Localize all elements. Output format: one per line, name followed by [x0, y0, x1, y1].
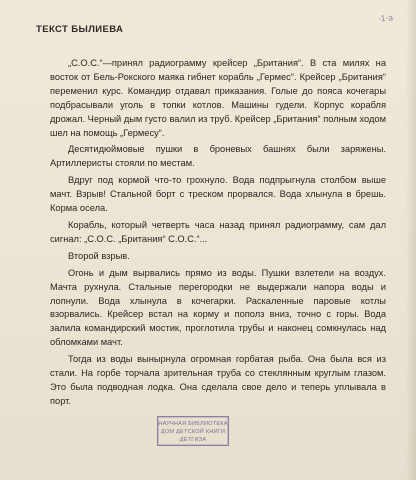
story-text: [50, 57, 386, 412]
paragraph-7: Тогда из воды вынырнула огромная горбатая рыба. Она была вся из стали. На горбе торчала зрительная труба со стеклянным круглым глазом. Это была подводная лодка. Она сделала свое дело и теперь уплывала в порт.: [50, 354, 386, 406]
paragraph-3: Вдруг под кормой что-то грохнуло. Вода подпрыгнула столбом выше мачт. Взрыв! Стальной борт с треском прорвался. Вода хлынула в брешь. Корма осела.: [50, 175, 386, 214]
pencil-margin-note: ·1·а: [377, 13, 394, 24]
paragraph-5: Второй взрыв.: [68, 250, 130, 261]
stamp-line-2: ДОМ ДЕТСКОЙ КНИГИ: [160, 429, 226, 435]
paragraph-4: Корабль, который четверть часа назад принял радиограмму, сам дал сигнал: „С.О.С. „Британия“ С.О.С.“...: [50, 219, 386, 244]
paragraph-1: „С.О.С.“—принял радиограмму крейсер „Британия“. В ста милях на восток от Бель-Рокского маяка гибнет корабль „Гермес“. Крейсер „Британия“ переменил курс. Командир отдавал приказания. Голые до пояса кочегары подбрасывали уголь в топки котлов. Машины гудели. Корпус корабля дрожал. Черный дым густо валил из труб. Крейсер „Британия“ полным ходом шел на помощь „Гермесу“.: [50, 58, 386, 138]
page-header-title: ТЕКСТ БЫЛИЕВА: [36, 24, 124, 35]
paragraph-2: Десятидюймовые пушки в броневых башнях были заряжены. Артиллеристы стояли по местам.: [50, 144, 386, 169]
paragraph-6: Огонь и дым вырвались прямо из воды. Пушки взлетели на воздух. Мачта рухнула. Стальные перегородки не выдержали напора воды и лопнули. Вода хлынула в кочегарки. Раскаленные паровые котлы взорвались. Крейсер встал на корму и пополз вниз, точно с горы. Вода залила командирский мостик, проглотила трубы и наконец сомкнулась над обломками мачт.: [50, 267, 386, 348]
library-stamp: [157, 416, 229, 446]
stamp-line-3: ДЕТГИЗА: [179, 437, 207, 443]
stamp-line-1: НАУЧНАЯ БИБЛИОТЕКА: [158, 421, 228, 427]
page-edge-shadow: [406, 0, 416, 480]
